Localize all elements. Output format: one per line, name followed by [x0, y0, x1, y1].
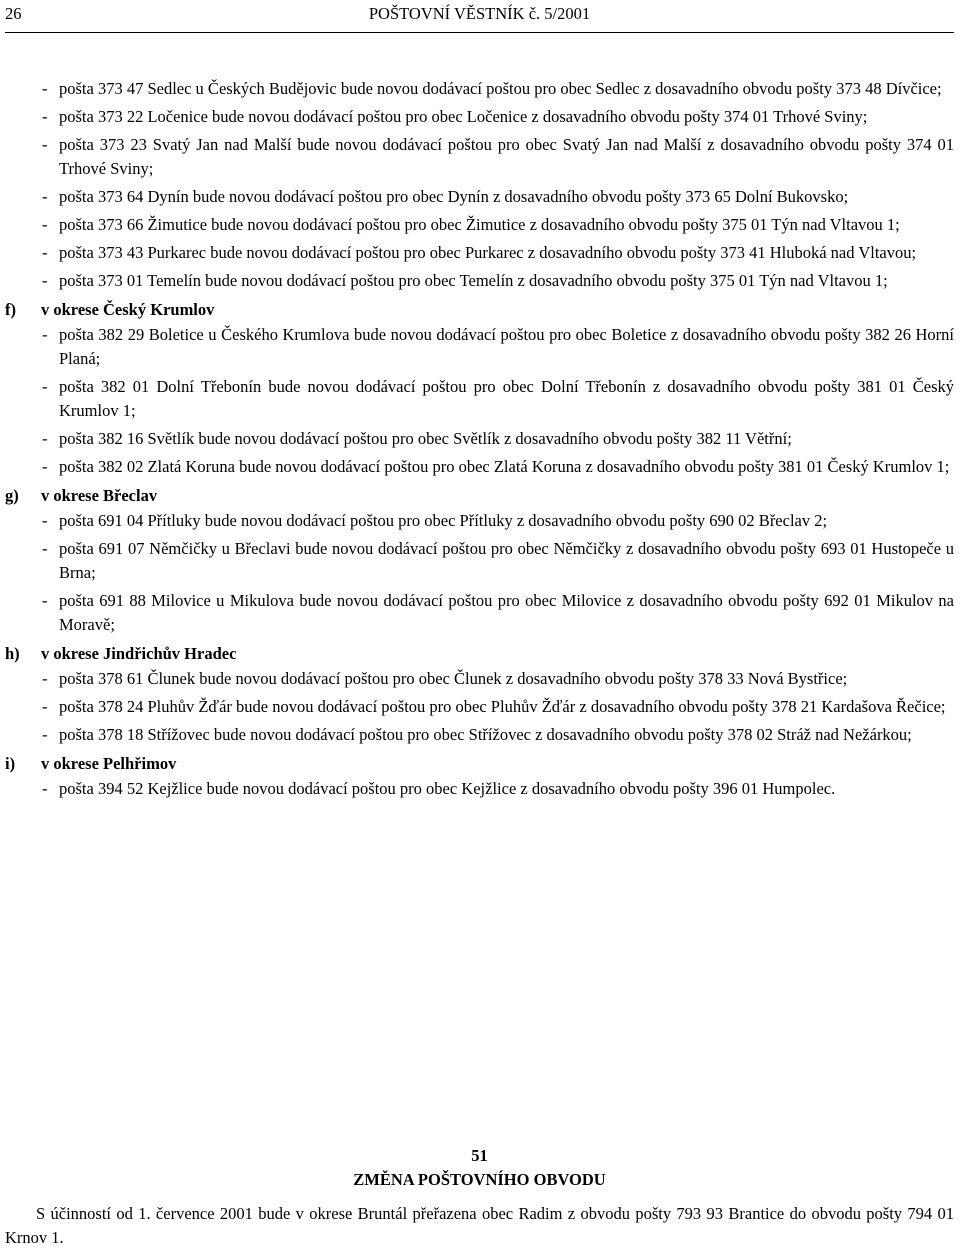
section-heading: [5, 298, 954, 322]
list-item: [5, 509, 954, 533]
item-text: pošta 378 24 Pluhův Žďár bude novou dodávací poštou pro obec Pluhův Žďár z dosavadního obvodu pošty 378 21 Kardašova Řečice;: [59, 697, 946, 716]
section-letter: i): [5, 754, 16, 773]
list-dash: -: [42, 779, 48, 798]
item-text: pošta 373 43 Purkarec bude novou dodávací poštou pro obec Purkarec z dosavadního obvodu pošty 373 41 Hluboká nad Vltavou;: [59, 243, 917, 262]
list-dash: -: [42, 725, 48, 744]
section-title: v okrese Český Krumlov: [41, 300, 215, 319]
list-dash: -: [42, 79, 48, 98]
item-text: pošta 382 02 Zlatá Koruna bude novou dodávací poštou pro obec Zlatá Koruna z dosavadního obvodu pošty 381 01 Český Krumlov 1;: [59, 457, 950, 476]
list-item: [5, 695, 954, 719]
section-g: [5, 484, 954, 637]
section-title: v okrese Jindřichův Hradec: [41, 644, 237, 663]
list-item: [5, 323, 954, 371]
list-item: [5, 375, 954, 423]
item-text: pošta 394 52 Kejžlice bude novou dodávací poštou pro obec Kejžlice z dosavadního obvodu pošty 396 01 Humpolec.: [59, 779, 836, 798]
item-text: pošta 382 29 Boletice u Českého Krumlova bude novou dodávací poštou pro obec Boletice z dosavadního obvodu pošty 382 26 Horní Planá;: [59, 325, 954, 368]
list-dash: -: [42, 377, 48, 396]
section-heading: [5, 752, 954, 776]
intro-list: [5, 77, 954, 293]
list-item: [5, 105, 954, 129]
section-f: [5, 298, 954, 479]
document-body: [5, 77, 954, 805]
section-i: [5, 752, 954, 801]
item-text: pošta 378 61 Člunek bude novou dodávací poštou pro obec Člunek z dosavadního obvodu pošty 378 33 Nová Bystřice;: [59, 669, 848, 688]
item-text: pošta 691 04 Přítluky bude novou dodávací poštou pro obec Přítluky z dosavadního obvodu pošty 690 02 Břeclav 2;: [59, 511, 828, 530]
section-heading: [5, 642, 954, 666]
journal-title: POŠTOVNÍ VĚSTNÍK č. 5/2001: [368, 4, 591, 23]
list-item: [5, 185, 954, 209]
section-title: v okrese Pelhřimov: [41, 754, 177, 773]
item-text: pošta 373 47 Sedlec u Českých Budějovic bude novou dodávací poštou pro obec Sedlec z dosavadního obvodu pošty 373 48 Dívčice;: [59, 79, 942, 98]
list-dash: -: [42, 511, 48, 530]
list-item: [5, 537, 954, 585]
list-dash: -: [42, 107, 48, 126]
decision-title: ZMĚNA POŠTOVNÍHO OBVODU: [353, 1170, 606, 1189]
page-number: 26: [5, 4, 22, 23]
list-item: [5, 455, 954, 479]
decision-text: S účinností od 1. července 2001 bude v okrese Bruntál přeřazena obec Radim z obvodu pošty 793 93 Brantice do obvodu pošty 794 01 Krnov 1.: [5, 1204, 954, 1247]
item-text: pošta 373 64 Dynín bude novou dodávací poštou pro obec Dynín z dosavadního obvodu pošty 373 65 Dolní Bukovsko;: [59, 187, 849, 206]
section-heading: [5, 484, 954, 508]
list-dash: -: [42, 271, 48, 290]
list-item: [5, 777, 954, 801]
item-text: pošta 382 01 Dolní Třebonín bude novou dodávací poštou pro obec Dolní Třebonín z dosavadního obvodu pošty 381 01 Český Krumlov 1;: [59, 377, 954, 420]
decision-number: 51: [471, 1146, 488, 1165]
section-h: [5, 642, 954, 747]
section-letter: f): [5, 300, 16, 319]
item-text: pošta 373 22 Ločenice bude novou dodávací poštou pro obec Ločenice z dosavadního obvodu pošty 374 01 Trhové Sviny;: [59, 107, 868, 126]
list-item: [5, 213, 954, 237]
list-item: [5, 427, 954, 451]
list-dash: -: [42, 669, 48, 688]
decision-block: [5, 1144, 954, 1250]
list-dash: -: [42, 457, 48, 476]
list-dash: -: [42, 429, 48, 448]
list-item: [5, 77, 954, 101]
list-item: [5, 269, 954, 293]
page-header: [5, 0, 954, 33]
item-text: pošta 378 18 Střížovec bude novou dodávací poštou pro obec Střížovec z dosavadního obvodu pošty 378 02 Stráž nad Nežárkou;: [59, 725, 912, 744]
item-text: pošta 382 16 Světlík bude novou dodávací poštou pro obec Světlík z dosavadního obvodu pošty 382 11 Větřní;: [59, 429, 792, 448]
item-text: pošta 373 01 Temelín bude novou dodávací poštou pro obec Temelín z dosavadního obvodu pošty 375 01 Týn nad Vltavou 1;: [59, 271, 888, 290]
list-item: [5, 723, 954, 747]
section-letter: h): [5, 644, 20, 663]
section-letter: g): [5, 486, 19, 505]
section-title: v okrese Břeclav: [41, 486, 158, 505]
list-dash: -: [42, 135, 48, 154]
list-dash: -: [42, 539, 48, 558]
item-text: pošta 373 23 Svatý Jan nad Malší bude novou dodávací poštou pro obec Svatý Jan nad Malší z dosavadního obvodu pošty 374 01 Trhové Sviny;: [59, 135, 954, 178]
list-item: [5, 589, 954, 637]
list-dash: -: [42, 697, 48, 716]
item-text: pošta 373 66 Žimutice bude novou dodávací poštou pro obec Žimutice z dosavadního obvodu pošty 375 01 Týn nad Vltavou 1;: [59, 215, 900, 234]
list-dash: -: [42, 243, 48, 262]
list-item: [5, 241, 954, 265]
list-dash: -: [42, 187, 48, 206]
list-item: [5, 667, 954, 691]
item-text: pošta 691 88 Milovice u Mikulova bude novou dodávací poštou pro obec Milovice z dosavadního obvodu pošty 692 01 Mikulov na Moravě;: [59, 591, 954, 634]
item-text: pošta 691 07 Němčičky u Břeclavi bude novou dodávací poštou pro obec Němčičky z dosavadního obvodu pošty 693 01 Hustopeče u Brna;: [59, 539, 954, 582]
list-dash: -: [42, 215, 48, 234]
list-dash: -: [42, 325, 48, 344]
list-dash: -: [42, 591, 48, 610]
list-item: [5, 133, 954, 181]
